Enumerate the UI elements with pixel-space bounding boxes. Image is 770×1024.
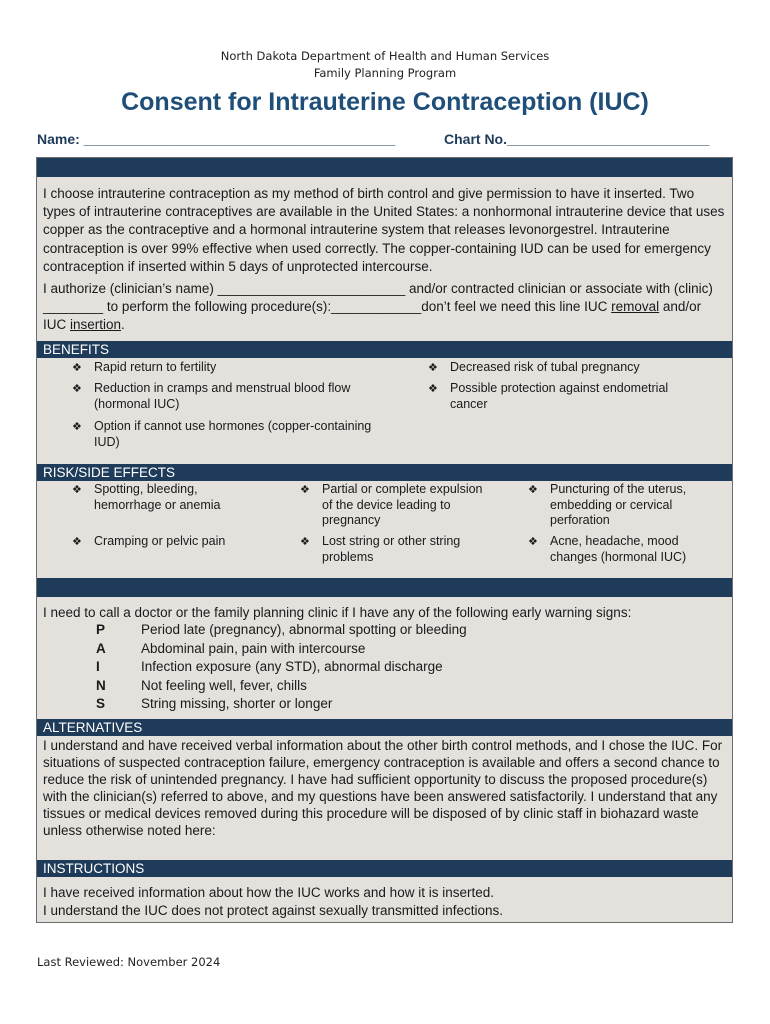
warning-letter: I: [96, 659, 100, 674]
last-reviewed-date: Last Reviewed: November 2024: [37, 955, 221, 969]
warning-sign: String missing, shorter or longer: [141, 696, 333, 711]
chart-number-field[interactable]: Chart No.__________________________: [444, 131, 710, 147]
insertion-option[interactable]: insertion: [70, 317, 122, 333]
instructions-heading: INSTRUCTIONS: [37, 860, 732, 877]
diamond-bullet-icon: ❖: [300, 483, 310, 496]
top-divider-bar: [37, 158, 732, 177]
name-field[interactable]: Name: ________________________________________: [37, 131, 396, 147]
removal-option[interactable]: removal: [611, 299, 660, 315]
diamond-bullet-icon: ❖: [72, 535, 82, 548]
authorization-paragraph: I authorize (clinician’s name) _________________________ and/or contracted clinician or associate with (clinic) ________ to perform the following procedure(s):____________don’t feel we need this line IUC removal and/or IUC insertion.: [43, 281, 713, 333]
page-title: Consent for Intrauterine Contraception (IUC): [121, 88, 649, 116]
alternatives-paragraph: I understand and have received verbal information about the other birth control methods, and I chose the IUC. For situations of suspected contraception failure, emergency contraception is available and offers a second chance to reduce the risk of unintended pregnancy. I have had sufficient opportunity to discuss the proposed procedure(s) with the clinician(s) referred to above, and my questions have been answered satisfactorily. I understand that any tissues or medical devices removed during this procedure will be disposed of by clinic staff in biohazard waste unless otherwise noted here:: [43, 738, 723, 838]
alternatives-heading: ALTERNATIVES: [37, 719, 732, 736]
warning-sign: Not feeling well, fever, chills: [141, 678, 307, 693]
program-name: Family Planning Program: [313, 66, 457, 80]
diamond-bullet-icon: ❖: [72, 382, 82, 395]
warning-sign: Period late (pregnancy), abnormal spotting or bleeding: [141, 622, 467, 637]
diamond-bullet-icon: ❖: [528, 535, 538, 548]
diamond-bullet-icon: ❖: [72, 483, 82, 496]
warning-intro: I need to call a doctor or the family planning clinic if I have any of the following early warning signs:: [43, 605, 632, 620]
diamond-bullet-icon: ❖: [72, 361, 82, 374]
diamond-bullet-icon: ❖: [72, 420, 82, 433]
diamond-bullet-icon: ❖: [528, 483, 538, 496]
warning-letter: N: [96, 678, 106, 693]
intro-paragraph: I choose intrauterine contraception as my method of birth control and give permission to have it inserted. Two types of intrauterine contraceptives are available in the United States: a nonhormonal intrauterine device that uses copper as the contraceptive and a hormonal intrauterine system that releases levonorgestrel. Intrauterine contraception is over 99% effective when used correctly. The copper-containing IUD can be used for emergency contraception if inserted within 5 days of unprotected intercourse.: [43, 186, 725, 274]
diamond-bullet-icon: ❖: [428, 361, 438, 374]
document-header: [0, 48, 770, 82]
benefits-heading: BENEFITS: [37, 341, 732, 358]
warning-letter: P: [96, 622, 106, 637]
instructions-line: I have received information about how the IUC works and how it is inserted.: [43, 885, 494, 900]
diamond-bullet-icon: ❖: [300, 535, 310, 548]
patient-info-line: [37, 131, 737, 147]
diamond-bullet-icon: ❖: [428, 382, 438, 395]
instructions-line: I understand the IUC does not protect against sexually transmitted infections.: [43, 903, 504, 918]
consent-form: I choose intrauterine contraception as my method of birth control and give permission to have it inserted. Two types of intrauterine contraceptives are available in the United States: a nonhormonal intrauterine device that uses copper as the contraceptive and a hormonal intrauterine system that releases levonorgestrel. Intrauterine contraception is over 99% effective when used correctly. The copper-containing IUD can be used for emergency contraception if inserted within 5 days of unprotected intercourse. I authorize (clinician’s name) _________________________ and/or contracted clinician or associate with (clinic) ________ to perform the following procedure(s):____________don’t feel we need this line IUC removal and/or IUC insertion. BENEFITS ❖ Rapid return to fertility ❖ Decreased risk of tubal pregnancy ❖ Reduction in cramps and menstrual blood flow (hormonal IUC) ❖ Possible protection against endometrial cancer ❖ Option if cannot use hormones (copper-containing IUD) RISK/SIDE EFFECTS ❖ Spotting, bleeding, hemorrhage or anemia ❖ Partial or complete expulsion of the device leading to pregnancy ❖ Puncturing of the uterus, embedding or cervical perforation ❖ Cramping or pelvic pain ❖ Lost string or other string problems ❖ Acne, headache, mood changes (hormonal IUC) I need to call a doctor or the family planning clinic if I have any of the following early warning signs: P Period late (pregnancy), abnormal spotting or bleeding A Abdominal pain, pain with intercourse I Infection exposure (any STD), abnormal discharge N Not feeling well, fever, chills S String missing, shorter or longer ALTERNATIVES I understand and have received verbal information about the other birth control methods, and I chose the IUC. For situations of suspected contraception failure, emergency contraception is available and offers a second chance to reduce the risk of unintended pregnancy. I have had sufficient opportunity to discuss the proposed procedure(s) with the clinician(s) referred to above, and my questions have been answered satisfactorily. I understand that any tissues or medical devices removed during this procedure will be disposed of by clinic staff in biohazard waste unless otherwise noted here: INSTRUCTIONS I have received information about how the IUC works and how it is inserted. I understand the IUC does not protect against sexually transmitted infections.: [36, 157, 733, 923]
warning-letter: S: [96, 696, 106, 711]
warning-sign: Infection exposure (any STD), abnormal discharge: [141, 659, 443, 674]
warning-sign: Abdominal pain, pain with intercourse: [141, 641, 366, 656]
warning-divider-bar: [37, 578, 732, 597]
risks-heading: RISK/SIDE EFFECTS: [37, 464, 732, 481]
department-name: North Dakota Department of Health and Human Services: [220, 49, 550, 63]
warning-letter: A: [96, 641, 106, 656]
